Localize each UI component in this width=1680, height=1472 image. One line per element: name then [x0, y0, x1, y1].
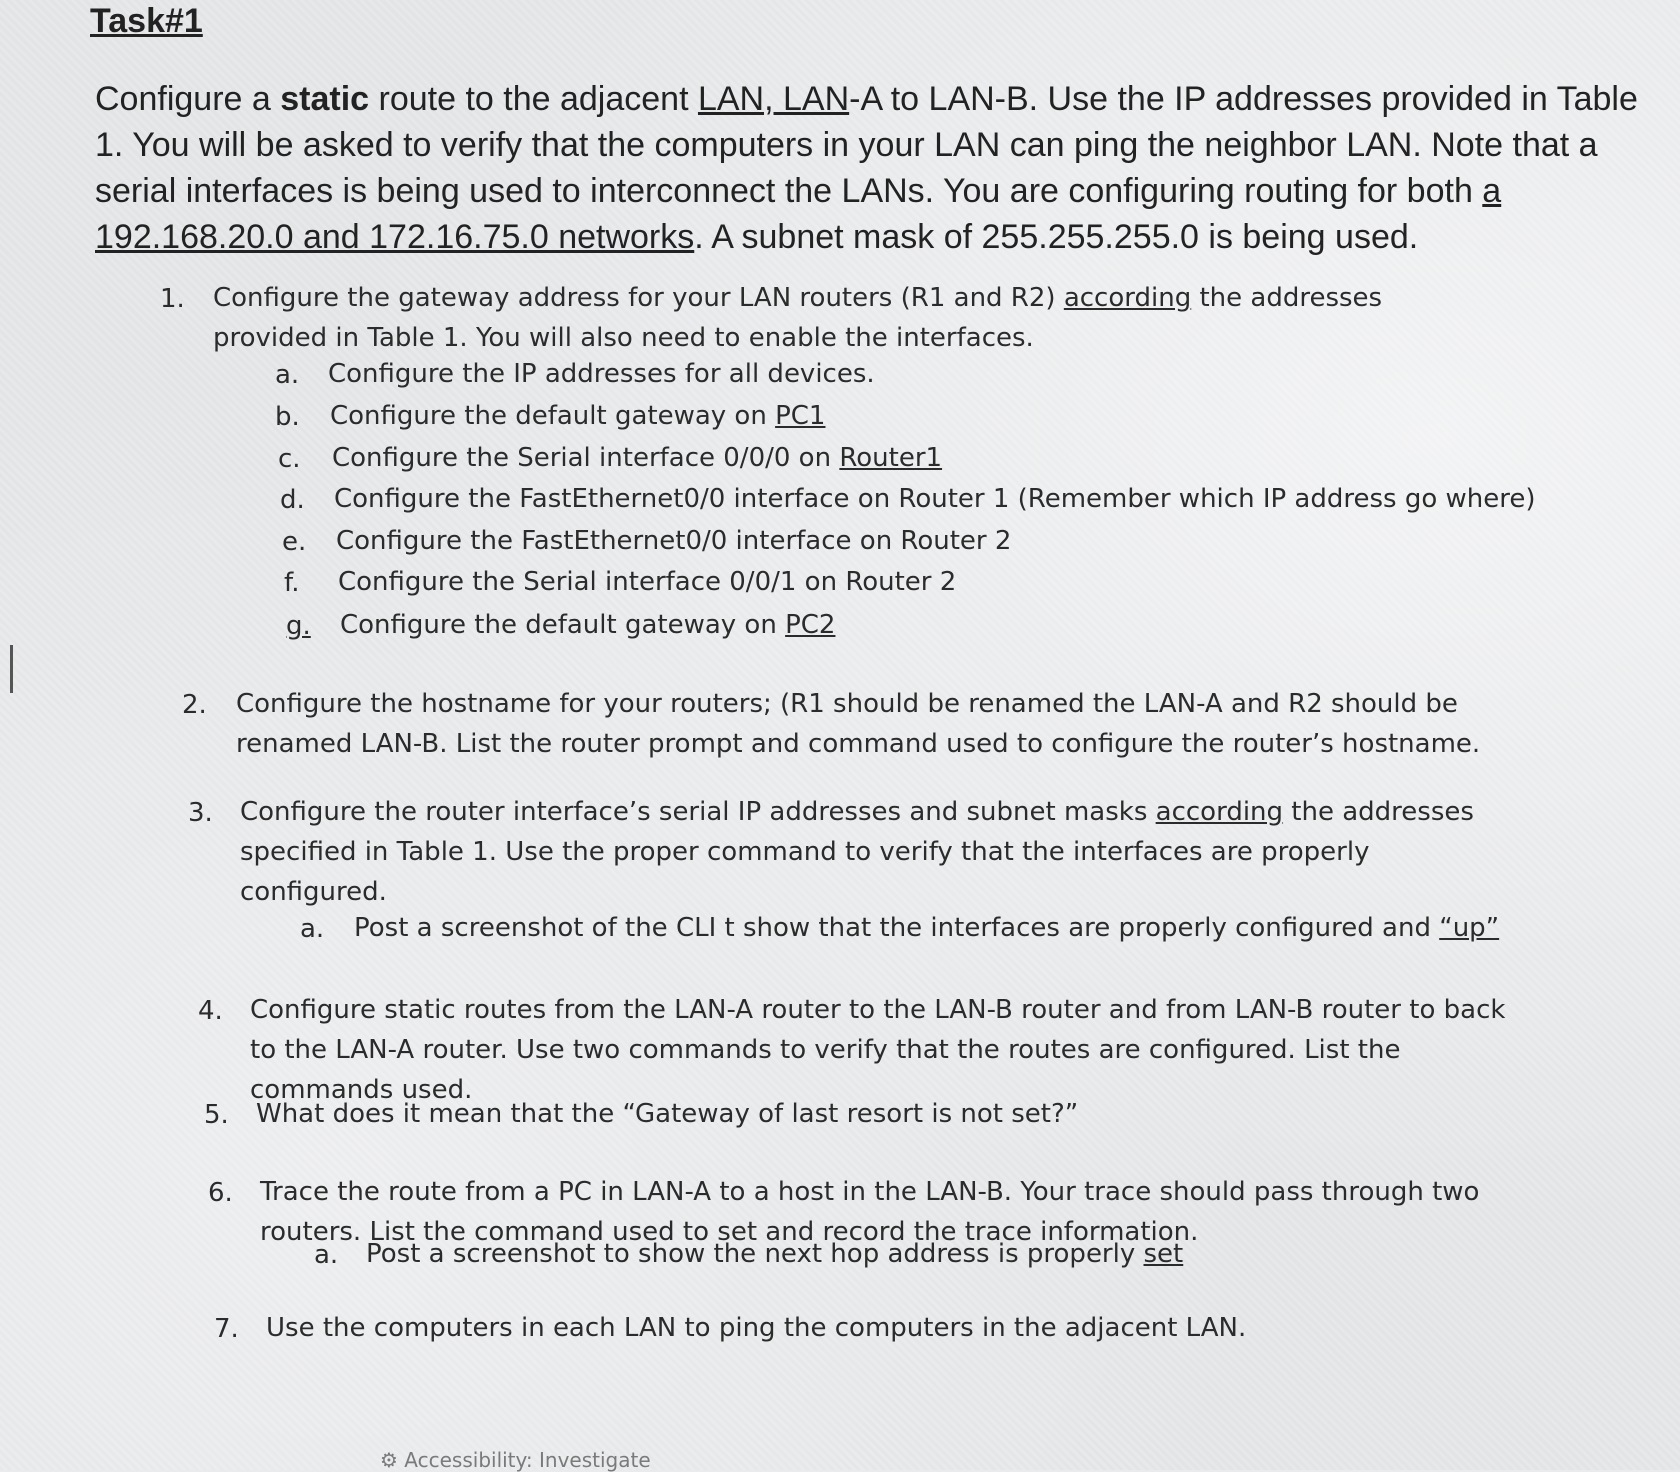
item-1g-text-a: Configure the default gateway on: [340, 610, 786, 640]
item-1b-text-a: Configure the default gateway on: [330, 401, 776, 431]
task-title: Task#1: [90, 2, 203, 40]
item-2-number: 2.: [182, 690, 207, 720]
item-1-text-a: Configure the gateway address for your LAN routers (R1 and R2): [213, 283, 1064, 313]
item-2-text: Configure the hostname for your routers; (R1 should be renamed the LAN-A and R2 should be renamed LAN-B. List the router prompt and command used to configure the router’s hostname.: [236, 689, 1481, 759]
item-7-number: 7.: [214, 1314, 239, 1344]
item-1b-text: [330, 396, 825, 436]
item-6a-text-a: Post a screenshot to show the next hop address is properly: [366, 1239, 1144, 1269]
item-1d-text: Configure the FastEthernet0/0 interface on Router 1 (Remember which IP address go where): [334, 484, 1536, 514]
intro-text-5: -A to LAN-B. Use the IP addresses provided in Table 1. You will be asked to verify that the computers in your LAN can ping the neighbor LAN. Note that a serial interfaces is being used to interconnect the LANs. You are configuring routing for both: [95, 80, 1638, 210]
item-1g-letter: g.: [286, 611, 311, 641]
item-3-text-b: the addresses specified in Table 1. Use the proper command to verify that the interfaces are properly configured.: [240, 797, 1474, 907]
intro-networks-underlined: a 192.168.20.0 and 172.16.75.0 networks: [95, 172, 1502, 256]
text-cursor: [10, 645, 13, 693]
intro-text-7: . A subnet mask of 255.255.255.0 is being used.: [694, 218, 1419, 256]
item-1d-letter: d.: [280, 485, 305, 515]
intro-lan-underlined: LAN, LAN: [697, 80, 850, 118]
item-6-text: Trace the route from a PC in LAN-A to a host in the LAN-B. Your trace should pass through two routers. List the command used to set and record the trace information.: [260, 1177, 1480, 1247]
item-4-text: Configure static routes from the LAN-A router to the LAN-B router and from LAN-B router to back to the LAN-A router. Use two commands to verify that the routes are configured. List the commands used.: [250, 995, 1506, 1105]
item-3a-text-a: Post a screenshot of the CLI t show that the interfaces are properly configured and: [354, 913, 1440, 943]
item-5-number: 5.: [204, 1100, 229, 1130]
item-1-according: according: [1063, 283, 1192, 313]
item-1a-letter: a.: [275, 360, 300, 390]
accessibility-icon: ⚙: [380, 1448, 405, 1472]
accessibility-status[interactable]: [380, 1448, 651, 1472]
item-1e-text: Configure the FastEthernet0/0 interface on Router 2: [336, 526, 1012, 556]
item-3-number: 3.: [188, 798, 213, 828]
item-1a-text: Configure the IP addresses for all devices.: [328, 359, 875, 389]
item-7-text: Use the computers in each LAN to ping the computers in the adjacent LAN.: [266, 1313, 1247, 1343]
item-1-number: 1.: [160, 284, 185, 314]
item-1b-letter: b.: [275, 402, 300, 432]
intro-text-3: route to the adjacent: [369, 80, 698, 118]
item-5-text: What does it mean that the “Gateway of last resort is not set?”: [256, 1099, 1079, 1129]
item-3a-letter: a.: [300, 914, 325, 944]
item-3-text: [240, 792, 1520, 912]
item-6-number: 6.: [208, 1178, 233, 1208]
intro-static-word: static: [280, 80, 370, 118]
item-6a-letter: a.: [314, 1240, 339, 1270]
item-1f-letter: f.: [284, 568, 300, 598]
item-3a-text: [354, 908, 1499, 948]
item-1g-pc2: PC2: [785, 610, 836, 640]
item-1e-letter: e.: [282, 527, 307, 557]
item-1-text-b: the addresses provided in Table 1. You will also need to enable the interfaces.: [213, 283, 1383, 353]
item-1f-text: Configure the Serial interface 0/0/1 on Router 2: [338, 567, 957, 597]
item-1c-text-a: Configure the Serial interface 0/0/0 on: [332, 443, 840, 473]
item-3-according: according: [1155, 797, 1284, 827]
item-1-text: [213, 278, 1483, 358]
item-1c-router1: Router1: [839, 443, 943, 473]
item-1b-pc1: PC1: [775, 401, 826, 431]
item-4-number: 4.: [198, 996, 223, 1026]
item-6a-set: set: [1143, 1239, 1184, 1269]
item-1c-text: [332, 438, 942, 478]
intro-text-1: Configure a: [95, 80, 281, 118]
item-6a-text: [366, 1234, 1183, 1274]
item-3-text-a: Configure the router interface’s serial IP addresses and subnet masks: [240, 797, 1156, 827]
item-3a-up: “up”: [1439, 913, 1500, 943]
accessibility-status-text: Accessibility: Investigate: [404, 1448, 651, 1472]
item-1c-letter: c.: [278, 444, 301, 474]
item-1g-text: [340, 605, 835, 645]
intro-paragraph: [95, 76, 1655, 260]
